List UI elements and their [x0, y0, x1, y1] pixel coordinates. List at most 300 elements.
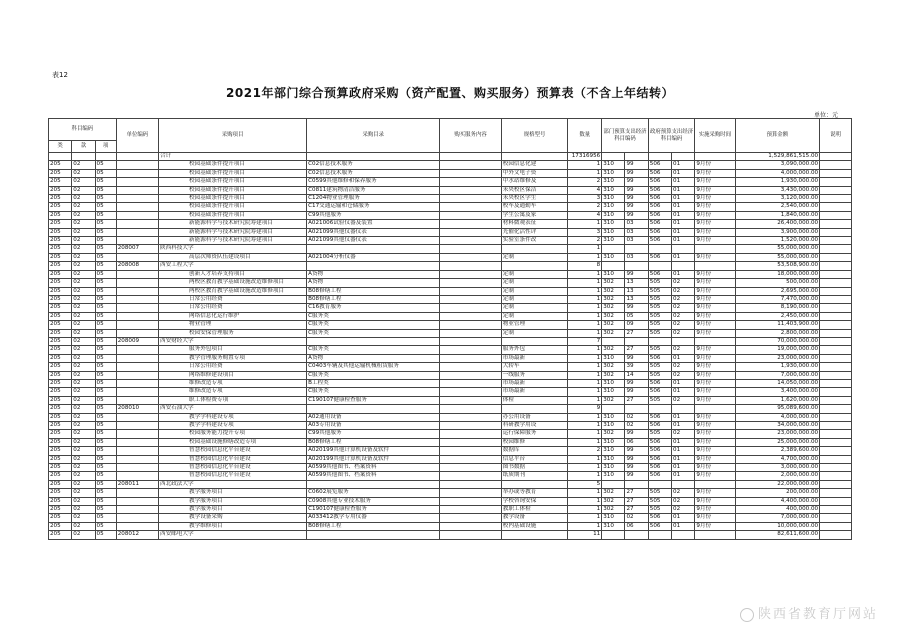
service-content-cell — [440, 388, 501, 396]
amount-cell: 4,000,000.00 — [735, 169, 820, 177]
table-row — [49, 237, 852, 245]
gov-econ-item-cell: 02 — [672, 295, 695, 303]
table-row — [49, 211, 852, 219]
time-cell: 9月份 — [695, 329, 735, 337]
class-cell: 205 — [49, 287, 72, 295]
class-cell: 205 — [49, 363, 72, 371]
class-cell: 205 — [49, 203, 72, 211]
dept-econ-item-cell: 99 — [625, 195, 648, 203]
purchase-item-cell: 教学维修项目 — [159, 522, 307, 530]
catalog-cell: C16教育服务 — [307, 304, 440, 312]
unit-code-cell — [116, 304, 158, 312]
budget-table — [48, 118, 852, 540]
service-content-cell — [440, 430, 501, 438]
gov-econ-class-cell — [648, 153, 671, 161]
catalog-cell: C02信息技术服务 — [307, 169, 440, 177]
class-cell: 205 — [49, 186, 72, 194]
purchase-item-cell: 校园基础条件提升项目 — [159, 195, 307, 203]
dept-econ-item-cell — [625, 245, 648, 253]
unit-code-cell: 208009 — [116, 337, 158, 345]
gov-econ-class-cell: 505 — [648, 304, 671, 312]
note-cell — [820, 413, 852, 421]
dept-econ-item-cell: 02 — [625, 422, 648, 430]
service-content-cell — [440, 413, 501, 421]
purchase-item-cell: 西安工程大学 — [159, 262, 307, 270]
spec-cell: 定制 — [501, 270, 568, 278]
gov-econ-class-cell: 506 — [648, 464, 671, 472]
amount-cell: 4,400,000.00 — [735, 497, 820, 505]
section-cell: 02 — [72, 279, 95, 287]
header-catalog: 采购目录 — [307, 119, 440, 153]
table-row — [49, 438, 852, 446]
note-cell — [820, 422, 852, 430]
section-cell: 02 — [72, 237, 95, 245]
dept-econ-item-cell: 03 — [625, 220, 648, 228]
section-cell: 02 — [72, 531, 95, 539]
header-time: 实施采购时间 — [695, 119, 735, 153]
service-content-cell — [440, 169, 501, 177]
unit-code-cell — [116, 430, 158, 438]
table-row — [49, 295, 852, 303]
time-cell: 9月份 — [695, 253, 735, 261]
quantity-cell: 1 — [568, 295, 602, 303]
note-cell — [820, 295, 852, 303]
note-cell — [820, 329, 852, 337]
class-cell: 205 — [49, 506, 72, 514]
quantity-cell: 1 — [568, 430, 602, 438]
dept-econ-class-cell — [602, 480, 625, 488]
dept-econ-class-cell: 302 — [602, 363, 625, 371]
section-cell: 02 — [72, 522, 95, 530]
quantity-cell: 1 — [568, 396, 602, 404]
spec-cell: 举办或等教育 — [501, 489, 568, 497]
gov-econ-class-cell — [648, 480, 671, 488]
time-cell: 9月份 — [695, 388, 735, 396]
unit-code-cell — [116, 506, 158, 514]
class-cell: 205 — [49, 514, 72, 522]
purchase-item-cell: 智慧校园信息化平台建设 — [159, 464, 307, 472]
table-row — [49, 321, 852, 329]
unit-row — [49, 337, 852, 345]
purchase-item-cell: 校园基础设施修缮改造专项 — [159, 438, 307, 446]
service-content-cell — [440, 489, 501, 497]
item-cell: 05 — [95, 464, 116, 472]
catalog-cell: A0599其他图书、档案资料 — [307, 472, 440, 480]
class-cell: 205 — [49, 413, 72, 421]
gov-econ-class-cell: 505 — [648, 430, 671, 438]
purchase-item-cell: 校园基础条件提升项目 — [159, 161, 307, 169]
time-cell: 9月份 — [695, 203, 735, 211]
spec-cell: 未央校区保洁 — [501, 186, 568, 194]
dept-econ-item-cell: 99 — [625, 270, 648, 278]
dept-econ-class-cell — [602, 531, 625, 539]
quantity-cell: 1 — [568, 514, 602, 522]
amount-cell: 23,000,000.00 — [735, 430, 820, 438]
spec-cell: 校车及通勤车 — [501, 203, 568, 211]
time-cell — [695, 531, 735, 539]
dept-econ-class-cell: 302 — [602, 329, 625, 337]
section-cell: 02 — [72, 405, 95, 413]
amount-cell: 500,000.00 — [735, 279, 820, 287]
amount-cell: 1,930,000.00 — [735, 178, 820, 186]
gov-econ-item-cell — [672, 480, 695, 488]
unit-label: 单位：元 — [814, 112, 839, 119]
unit-code-cell: 208010 — [116, 405, 158, 413]
spec-cell — [501, 245, 568, 253]
section-cell: 02 — [72, 514, 95, 522]
unit-code-cell: 208007 — [116, 245, 158, 253]
item-cell: 05 — [95, 321, 116, 329]
dept-econ-class-cell: 310 — [602, 354, 625, 362]
amount-cell: 55,000,000.00 — [735, 253, 820, 261]
service-content-cell — [440, 295, 501, 303]
section-cell: 02 — [72, 203, 95, 211]
catalog-cell: A货物 — [307, 270, 440, 278]
service-content-cell — [440, 480, 501, 488]
header-class: 类 — [49, 141, 72, 153]
gov-econ-class-cell: 505 — [648, 295, 671, 303]
gov-econ-class-cell: 506 — [648, 186, 671, 194]
unit-code-cell — [116, 438, 158, 446]
unit-row — [49, 405, 852, 413]
amount-cell: 82,611,600.00 — [735, 531, 820, 539]
dept-econ-class-cell: 302 — [602, 312, 625, 320]
time-cell: 9月份 — [695, 195, 735, 203]
purchase-item-cell: 维修改造专项 — [159, 388, 307, 396]
service-content-cell — [440, 321, 501, 329]
service-content-cell — [440, 186, 501, 194]
table-row — [49, 304, 852, 312]
catalog-cell: A021004分析仪器 — [307, 253, 440, 261]
section-cell: 02 — [72, 195, 95, 203]
purchase-item-cell: 智慧校园信息化平台建设 — [159, 447, 307, 455]
gov-econ-class-cell: 506 — [648, 379, 671, 387]
service-content-cell — [440, 363, 501, 371]
spec-cell: 大轿车 — [501, 363, 568, 371]
section-cell: 02 — [72, 480, 95, 488]
purchase-item-cell: 合计 — [159, 153, 307, 161]
watermark — [740, 603, 878, 622]
catalog-cell — [307, 337, 440, 345]
dept-econ-item-cell: 13 — [625, 287, 648, 295]
class-cell: 205 — [49, 253, 72, 261]
gov-econ-class-cell: 505 — [648, 371, 671, 379]
dept-econ-class-cell: 310 — [602, 161, 625, 169]
quantity-cell: 1 — [568, 363, 602, 371]
dept-econ-class-cell: 302 — [602, 279, 625, 287]
time-cell: 9月份 — [695, 472, 735, 480]
gov-econ-item-cell: 02 — [672, 329, 695, 337]
service-content-cell — [440, 203, 501, 211]
dept-econ-class-cell: 310 — [602, 379, 625, 387]
section-cell: 02 — [72, 346, 95, 354]
purchase-item-cell: 校园基础条件提升项目 — [159, 178, 307, 186]
quantity-cell: 1 — [568, 329, 602, 337]
service-content-cell — [440, 455, 501, 463]
gov-econ-item-cell: 02 — [672, 371, 695, 379]
item-cell: 05 — [95, 354, 116, 362]
gov-econ-class-cell — [648, 337, 671, 345]
item-cell: 05 — [95, 430, 116, 438]
note-cell — [820, 379, 852, 387]
gov-econ-class-cell: 506 — [648, 203, 671, 211]
spec-cell — [501, 262, 568, 270]
note-cell — [820, 363, 852, 371]
gov-econ-class-cell: 506 — [648, 178, 671, 186]
gov-econ-item-cell: 01 — [672, 211, 695, 219]
amount-cell: 3,900,000.00 — [735, 228, 820, 236]
spec-cell: 校内基础设施 — [501, 522, 568, 530]
spec-cell: 光催化活性评 — [501, 228, 568, 236]
unit-code-cell — [116, 371, 158, 379]
quantity-cell: 1 — [568, 464, 602, 472]
class-cell: 205 — [49, 346, 72, 354]
purchase-item-cell: 校园基础条件提升项目 — [159, 211, 307, 219]
item-cell: 05 — [95, 169, 116, 177]
quantity-cell: 3 — [568, 228, 602, 236]
dept-econ-item-cell — [625, 531, 648, 539]
amount-cell: 2,540,000.00 — [735, 203, 820, 211]
table-row — [49, 472, 852, 480]
purchase-item-cell: 智慧校园信息化平台建设 — [159, 472, 307, 480]
table-row — [49, 279, 852, 287]
dept-econ-class-cell: 302 — [602, 295, 625, 303]
dept-econ-class-cell: 302 — [602, 396, 625, 404]
unit-code-cell — [116, 321, 158, 329]
catalog-cell: A033412教学专用仪器 — [307, 514, 440, 522]
quantity-cell: 1 — [568, 245, 602, 253]
catalog-cell: C0599其他维修和保养服务 — [307, 178, 440, 186]
quantity-cell: 2 — [568, 178, 602, 186]
dept-econ-class-cell: 310 — [602, 413, 625, 421]
page-title: 2021年部门综合预算政府采购（资产配置、购买服务）预算表（不含上年结转） — [226, 86, 674, 100]
table-row — [49, 464, 852, 472]
service-content-cell — [440, 531, 501, 539]
note-cell — [820, 178, 852, 186]
table-row — [49, 396, 852, 404]
header-service-content: 购买服务内容 — [440, 119, 501, 153]
spec-cell: 纸质期刊 — [501, 472, 568, 480]
note-cell — [820, 455, 852, 463]
section-cell: 02 — [72, 287, 95, 295]
gov-econ-class-cell: 506 — [648, 438, 671, 446]
unit-code-cell — [116, 422, 158, 430]
catalog-cell: B08修缮工程 — [307, 287, 440, 295]
table-row — [49, 203, 852, 211]
section-cell — [72, 153, 95, 161]
unit-code-cell — [116, 220, 158, 228]
item-cell: 05 — [95, 388, 116, 396]
gov-econ-item-cell: 01 — [672, 228, 695, 236]
dept-econ-item-cell: 27 — [625, 329, 648, 337]
amount-cell: 7,000,000.00 — [735, 371, 820, 379]
gov-econ-item-cell: 02 — [672, 506, 695, 514]
spec-cell: 学生公寓及家 — [501, 211, 568, 219]
unit-code-cell — [116, 312, 158, 320]
catalog-cell: C服务类 — [307, 329, 440, 337]
dept-econ-class-cell: 302 — [602, 371, 625, 379]
note-cell — [820, 430, 852, 438]
class-cell: 205 — [49, 388, 72, 396]
purchase-item-cell: 服务外包项目 — [159, 346, 307, 354]
spec-cell: 定制 — [501, 329, 568, 337]
class-cell: 205 — [49, 279, 72, 287]
purchase-item-cell: 校园基础条件提升项目 — [159, 186, 307, 194]
section-cell: 02 — [72, 337, 95, 345]
service-content-cell — [440, 472, 501, 480]
gov-econ-item-cell — [672, 262, 695, 270]
section-cell: 02 — [72, 455, 95, 463]
table-row — [49, 371, 852, 379]
catalog-cell: C02信息技术服务 — [307, 161, 440, 169]
quantity-cell: 1 — [568, 438, 602, 446]
section-cell: 02 — [72, 438, 95, 446]
table-row — [49, 489, 852, 497]
purchase-item-cell: 新能源科学与技术研究院筹建项目 — [159, 237, 307, 245]
purchase-item-cell: 日常公用经费 — [159, 295, 307, 303]
item-cell: 05 — [95, 531, 116, 539]
table-row — [49, 506, 852, 514]
item-cell: 05 — [95, 363, 116, 371]
dept-econ-item-cell: 99 — [625, 430, 648, 438]
dept-econ-class-cell: 310 — [602, 514, 625, 522]
time-cell — [695, 262, 735, 270]
gov-econ-class-cell: 506 — [648, 228, 671, 236]
purchase-item-cell: 网络维修建设项目 — [159, 371, 307, 379]
gov-econ-class-cell: 506 — [648, 455, 671, 463]
dept-econ-class-cell: 310 — [602, 522, 625, 530]
dept-econ-class-cell: 310 — [602, 388, 625, 396]
table-row — [49, 329, 852, 337]
unit-code-cell — [116, 363, 158, 371]
amount-cell: 11,403,900.00 — [735, 321, 820, 329]
dept-econ-class-cell: 310 — [602, 455, 625, 463]
dept-econ-item-cell: 06 — [625, 522, 648, 530]
unit-code-cell — [116, 295, 158, 303]
gov-econ-item-cell: 01 — [672, 354, 695, 362]
item-cell: 05 — [95, 396, 116, 404]
spec-cell: 办公用设备 — [501, 413, 568, 421]
gov-econ-item-cell: 02 — [672, 430, 695, 438]
amount-cell: 25,000,000.00 — [735, 438, 820, 446]
class-cell: 205 — [49, 337, 72, 345]
amount-cell: 1,840,000.00 — [735, 211, 820, 219]
note-cell — [820, 405, 852, 413]
gov-econ-class-cell — [648, 531, 671, 539]
note-cell — [820, 279, 852, 287]
quantity-cell: 17316956 — [568, 153, 602, 161]
section-cell: 02 — [72, 413, 95, 421]
catalog-cell: C服务类 — [307, 346, 440, 354]
gov-econ-item-cell: 01 — [672, 388, 695, 396]
item-cell: 05 — [95, 237, 116, 245]
dept-econ-item-cell: 13 — [625, 279, 648, 287]
quantity-cell: 1 — [568, 279, 602, 287]
note-cell — [820, 228, 852, 236]
quantity-cell: 1 — [568, 522, 602, 530]
purchase-item-cell: 日常公用经费 — [159, 363, 307, 371]
note-cell — [820, 354, 852, 362]
item-cell: 05 — [95, 279, 116, 287]
class-cell: 205 — [49, 312, 72, 320]
section-cell: 02 — [72, 430, 95, 438]
purchase-item-cell: 西安财经大学 — [159, 337, 307, 345]
catalog-cell — [307, 480, 440, 488]
unit-code-cell — [116, 514, 158, 522]
gov-econ-class-cell: 505 — [648, 506, 671, 514]
item-cell: 05 — [95, 522, 116, 530]
catalog-cell: C服务类 — [307, 371, 440, 379]
watermark-text: 陕西省教育厅网站 — [757, 607, 878, 622]
gov-econ-item-cell: 01 — [672, 514, 695, 522]
gov-econ-item-cell: 01 — [672, 422, 695, 430]
gov-econ-class-cell — [648, 405, 671, 413]
gov-econ-item-cell: 01 — [672, 438, 695, 446]
unit-code-cell — [116, 279, 158, 287]
quantity-cell: 1 — [568, 371, 602, 379]
note-cell — [820, 321, 852, 329]
service-content-cell — [440, 422, 501, 430]
note-cell — [820, 304, 852, 312]
unit-code-cell — [116, 253, 158, 261]
unit-code-cell — [116, 329, 158, 337]
quantity-cell: 2 — [568, 447, 602, 455]
time-cell: 9月份 — [695, 169, 735, 177]
catalog-cell: C1204物业管理服务 — [307, 195, 440, 203]
time-cell: 9月份 — [695, 455, 735, 463]
purchase-item-cell: 新能源科学与技术研究院筹建项目 — [159, 228, 307, 236]
catalog-cell: C0602展览服务 — [307, 489, 440, 497]
note-cell — [820, 531, 852, 539]
dept-econ-item-cell: 02 — [625, 413, 648, 421]
header-unit-code: 单位编码 — [116, 119, 158, 153]
note-cell — [820, 472, 852, 480]
item-cell: 05 — [95, 489, 116, 497]
note-cell — [820, 371, 852, 379]
quantity-cell: 1 — [568, 472, 602, 480]
item-cell: 05 — [95, 245, 116, 253]
class-cell: 205 — [49, 455, 72, 463]
dept-econ-class-cell: 310 — [602, 169, 625, 177]
amount-cell: 19,000,000.00 — [735, 346, 820, 354]
class-cell: 205 — [49, 295, 72, 303]
gov-econ-class-cell: 506 — [648, 161, 671, 169]
table-row — [49, 413, 852, 421]
catalog-cell: A020199其他计算机设备及软件 — [307, 447, 440, 455]
time-cell: 9月份 — [695, 464, 735, 472]
gov-econ-item-cell: 02 — [672, 321, 695, 329]
dept-econ-class-cell: 302 — [602, 430, 625, 438]
item-cell: 05 — [95, 220, 116, 228]
dept-econ-item-cell: 99 — [625, 203, 648, 211]
purchase-item-cell: 新能源科学与技术研究院筹建项目 — [159, 220, 307, 228]
gov-econ-item-cell — [672, 337, 695, 345]
class-cell: 205 — [49, 262, 72, 270]
class-cell: 205 — [49, 379, 72, 387]
dept-econ-class-cell: 302 — [602, 506, 625, 514]
table-row — [49, 497, 852, 505]
amount-cell: 34,000,000.00 — [735, 422, 820, 430]
table-row — [49, 195, 852, 203]
quantity-cell: 3 — [568, 195, 602, 203]
dept-econ-item-cell: 03 — [625, 253, 648, 261]
spec-cell: 市场最新 — [501, 354, 568, 362]
gov-econ-class-cell: 505 — [648, 346, 671, 354]
purchase-item-cell: 校园安保管理服务 — [159, 329, 307, 337]
table-row — [49, 287, 852, 295]
dept-econ-class-cell: 310 — [602, 253, 625, 261]
item-cell: 05 — [95, 161, 116, 169]
